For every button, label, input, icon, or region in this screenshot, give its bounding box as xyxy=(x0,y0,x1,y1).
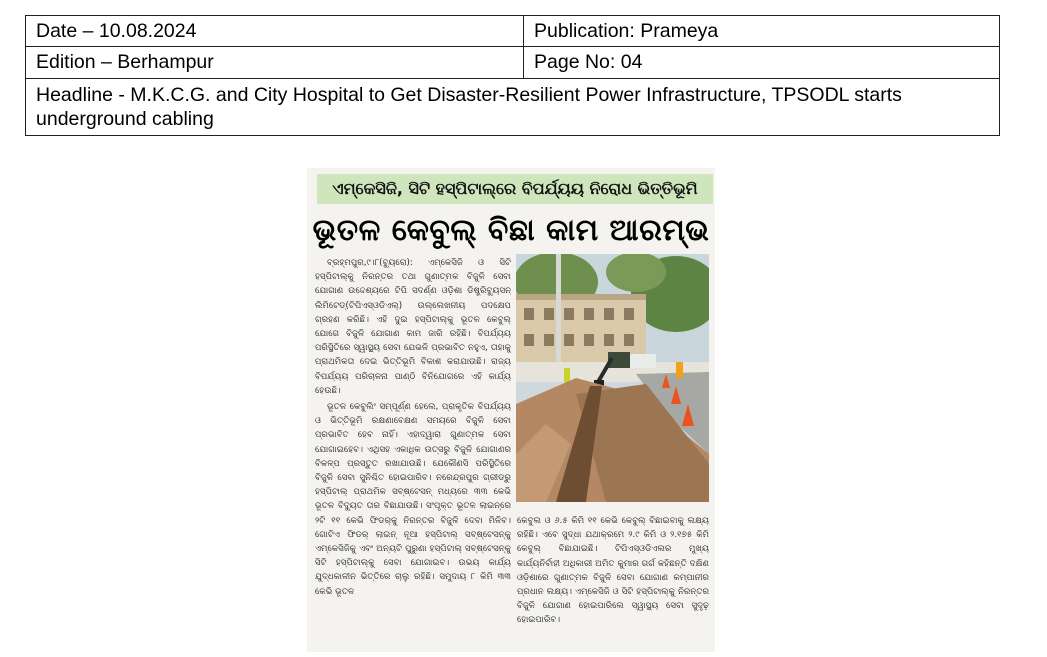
article-headline: ଭୂତଳ କେବୁଲ୍ ବିଛା କାମ ଆରମ୍ଭ xyxy=(312,213,710,248)
metadata-row-headline xyxy=(26,78,1000,135)
article-paragraph: ଭୂତଳ କେବୁଲିଂ ସମ୍ପୂର୍ଣ୍ଣ ହେଲେ, ପ୍ରାକୃତିକ ବିପର୍ଯ୍ୟୟ ଓ ଭିତ୍ତିଭୂମି ରକ୍ଷଣାବେକ୍ଷଣ ସମୟରେ ବିଜୁଳି ସେବା ପ୍ରଭାବିତ ହେବ ନାହିଁ। ଏହାଦ୍ୱାରା ଗୁଣାତ୍ମକ ସେବା ଯୋଗାଇହେବ। ଏଥିସହ ଏକାଧିକ ଉତ୍ସରୁ ବିଜୁଳି ଯୋଗାଣର ବିକଳ୍ପ ପ୍ରସ୍ତୁତ ରଖାଯାଉଛି। ଯେକୌଣସି ପରିସ୍ଥିତିରେ ବିଜୁଳି ସେବା ସୁନିଶ୍ଚିତ ହୋଇପାରିବ। ନରେନ୍ଦ୍ରପୁର ଗ୍ରୀଡ୍ରୁ ହସ୍ପିଟାଲ୍ ପ୍ରାଥମିକ ସବ୍‌ଷ୍ଟେସନ୍ ମଧ୍ୟରେ ୩୩ କେଭି ଭୂତଳ ବିଦ୍ୟୁତ ତାର ବିଛାଯାଉଛି। ସଂପୃକ୍ତ ଭୂତଳ ଲାଇନ୍‌ରେ ୨ଟି ୧୧ କେଭି ଫିଡର୍‌କୁ ନିରନ୍ତର ବିଜୁଳି ଦେବା ମିଳିବ। ଗୋଟିଏ ଫିଡର୍ ଲାଇନ୍ ନୂଆ ହସ୍ପିଟାଲ୍ ସବ୍‌ଷ୍ଟେସନ୍‌କୁ ଏମ୍‌କେସିଜିକୁ ଏବଂ ଅନ୍ୟଟି ପୁରୁଣା ହସ୍ପିଟାଲ୍ ସବ୍‌ଷ୍ଟେସନ୍‌କୁ ସିଟି ହସ୍ପିଟାଲ୍‌କୁ ସେବା ଯୋଗାଇବ। ଉଭୟ କାର୍ଯ୍ୟ ଯୁଦ୍ଧକାଳୀନ ଭିତ୍ତିରେ ଚାଲୁ ରହିଛି। ସମୁଦାୟ ୮ କିମି ୩୩ କେଭି ଭୂତଳ xyxy=(315,402,511,597)
metadata-row-edition xyxy=(26,47,1000,78)
page-number-cell: Page No: 04 xyxy=(524,47,1000,78)
article-paragraph: ବ୍ରହ୍ମପୁର,୯।୮(ବ୍ୟୁରୋ): ଏମ୍‌କେସିଜି ଓ ସିଟି ହସ୍ପିଟାଲ୍‌କୁ ନିରନ୍ତର ତଥା ଗୁଣାତ୍ମକ ବିଜୁଳି ସେବା ଯୋଗାଣ ଉଦ୍ଦେଶ୍ୟରେ ଟିପି ସଦର୍ଣ୍ଣ ଓଡ଼ିଶା ଡିଷ୍ଟ୍ରିବ୍ୟୁସନ୍ ଲିମିଟେଡ୍(ଟିପିଏସ୍‌ଓଡିଏଲ୍) ଉଲ୍ଲେଖନୀୟ ପଦକ୍ଷେପ ଗ୍ରହଣ କରିଛି। ଏହି ଦୁଇ ହସ୍ପିଟାଲ୍‌କୁ ଭୂତଳ କେବୁଲ୍ ଯୋଗେ ବିଜୁଳି ଯୋଗାଣ କାମ ଜାରି ରହିଛି। ବିପର୍ଯ୍ୟୟ ପରିସ୍ଥିତିରେ ସ୍ୱାସ୍ଥ୍ୟ ସେବା ଯେଭଳି ପ୍ରଭାବିତ ନହୁଏ, ତାହାକୁ ପ୍ରାଥମିକତା ଦେଇ ଭିତ୍ତିଭୂମି ବିକାଶ କରାଯାଉଛି। ରାଜ୍ୟ ବିପର୍ଯ୍ୟୟ ପରିଚାଳନା ପାଣ୍ଠି ବିନିଯୋଗରେ ଏହି କାର୍ଯ୍ୟ ହେଉଛି। xyxy=(315,258,511,396)
article-body-right-column xyxy=(517,514,709,648)
article-body-left-column xyxy=(315,256,511,648)
newspaper-clipping xyxy=(307,168,715,652)
metadata-row-date xyxy=(26,16,1000,47)
metadata-table xyxy=(25,15,1000,136)
excavation-trench-photo xyxy=(516,254,709,502)
headline-cell: Headline - M.K.C.G. and City Hospital to Get Disaster-Resilient Power Infrastructure, TPSODL starts underground cabling xyxy=(26,78,1000,135)
date-cell: Date – 10.08.2024 xyxy=(26,16,524,47)
article-paragraph: କେବୁଲ ଓ ୬.୫ କିମି ୧୧ କେଭି କେବୁଲ୍ ବିଛାଇବାକୁ ଲକ୍ଷ୍ୟ ରହିଛି। ଏବେ ସୁଦ୍ଧା ଯଥାକ୍ରମେ ୨.୯ କିମି ଓ ୨.୧୭୫ କିମି କେବୁଲ୍ ବିଛାଯାଇଛି। ଟିପିଏସ୍‌ଓଡିଏଲର ମୁଖ୍ୟ କାର୍ଯ୍ୟନିର୍ବାହୀ ଅଧିକାରୀ ଅମିତ କୁମାର ଗର୍ଗ କହିଛନ୍ତି ଦକ୍ଷିଣ ଓଡ଼ିଶାରେ ଗୁଣାତ୍ମକ ବିଜୁଳି ସେବା ଯୋଗାଣ କମ୍ପାନୀର ପ୍ରଧାନ ଲକ୍ଷ୍ୟ। ଏମ୍‌କେସିଜି ଓ ସିଟି ହସ୍ପିଟାଲ୍‌କୁ ନିରନ୍ତର ବିଜୁଳି ଯୋଗାଣ ହୋଇପାରିଲେ ସ୍ୱାସ୍ଥ୍ୟ ସେବା ସୁଦୃଢ଼ ହୋଇପାରିବ। xyxy=(517,516,709,626)
publication-cell: Publication: Prameya xyxy=(524,16,1000,47)
edition-cell: Edition – Berhampur xyxy=(26,47,524,78)
article-kicker: ଏମ୍‌କେସିଜି, ସିଟି ହସ୍ପିଟାଲ୍‌ରେ ବିପର୍ଯ୍ୟୟ ନିରୋଧ ଭିତ୍ତିଭୂମି xyxy=(317,174,713,204)
